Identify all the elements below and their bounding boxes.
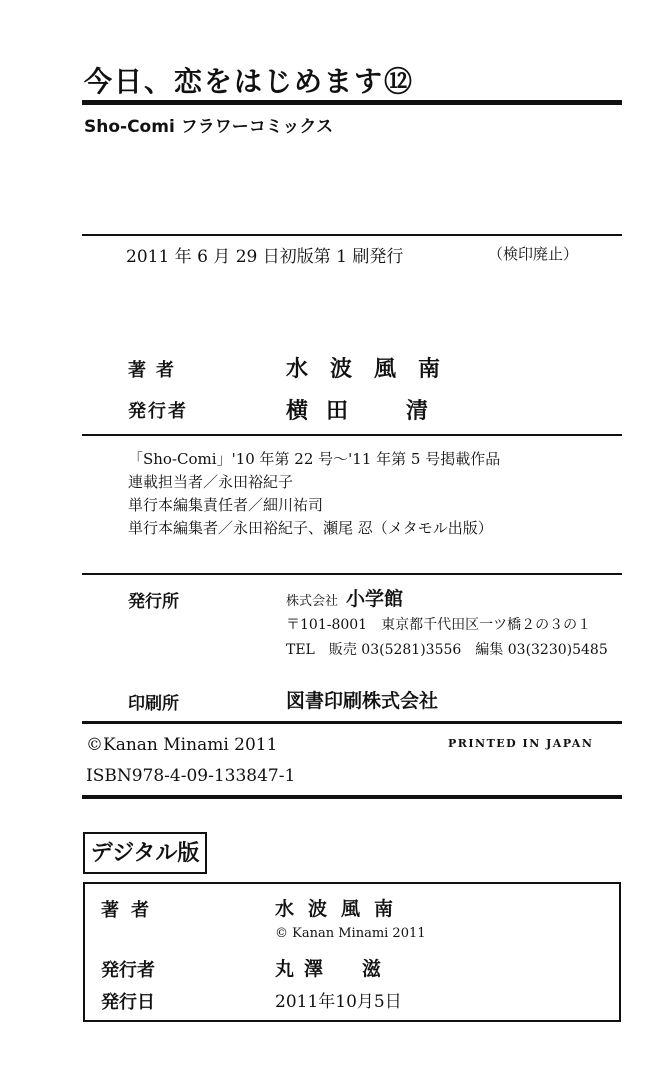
- publisher-label: 発行所: [128, 592, 179, 612]
- credit-line: 単行本編集者／永田裕紀子、瀬尾 忍（メタモル出版）: [128, 519, 493, 537]
- series-name: Sho-Comi フラワーコミックス: [84, 117, 334, 137]
- publisher-person-label: 発行者: [128, 401, 188, 422]
- credit-line: 単行本編集責任者／細川祐司: [128, 496, 324, 514]
- digital-date-label: 発行日: [101, 992, 155, 1013]
- printer-label: 印刷所: [128, 694, 179, 714]
- author-label: 著者: [128, 360, 184, 381]
- digital-publisher-name: 丸澤 滋: [275, 958, 392, 980]
- divider: [82, 434, 622, 436]
- digital-author-label: 著者: [101, 900, 161, 921]
- printed-in-japan: PRINTED IN JAPAN: [448, 737, 594, 750]
- corp-prefix: 株式会社: [286, 594, 339, 609]
- isbn: ISBN978-4-09-133847-1: [86, 766, 296, 786]
- divider: [82, 721, 622, 724]
- publisher-name: 小学館: [346, 588, 404, 610]
- publisher-tel: TEL 販売 03(5281)3556 編集 03(3230)5485: [286, 642, 608, 658]
- divider: [82, 234, 622, 236]
- digital-edition-box: [83, 882, 621, 1022]
- credit-line: 「Sho-Comi」'10 年第 22 号〜'11 年第 5 号掲載作品: [128, 450, 501, 468]
- digital-author-name: 水波風南: [275, 898, 408, 920]
- publisher-address: 〒101-8001 東京都千代田区一ツ橋２の３の１: [286, 617, 592, 633]
- digital-copyright: © Kanan Minami 2011: [275, 926, 426, 941]
- book-title: 今日、恋をはじめます⑫: [84, 65, 415, 98]
- credit-line: 連載担当者／永田裕紀子: [128, 473, 294, 491]
- printer-name: 図書印刷株式会社: [286, 690, 439, 712]
- digital-date-value: 2011年10月5日: [275, 992, 402, 1012]
- digital-edition-heading: デジタル版: [83, 832, 207, 874]
- author-name: 水波風南: [286, 356, 463, 382]
- bottom-rule: [82, 795, 622, 799]
- copyright-line: ©Kanan Minami 2011: [86, 735, 278, 755]
- stamp-note: （検印廃止）: [488, 245, 579, 263]
- publisher-person-name: 横田 清: [286, 398, 447, 424]
- digital-publisher-label: 発行者: [101, 960, 155, 981]
- title-rule: [82, 100, 622, 105]
- divider: [82, 573, 622, 575]
- first-edition-date: 2011 年 6 月 29 日初版第 1 刷発行: [126, 247, 404, 267]
